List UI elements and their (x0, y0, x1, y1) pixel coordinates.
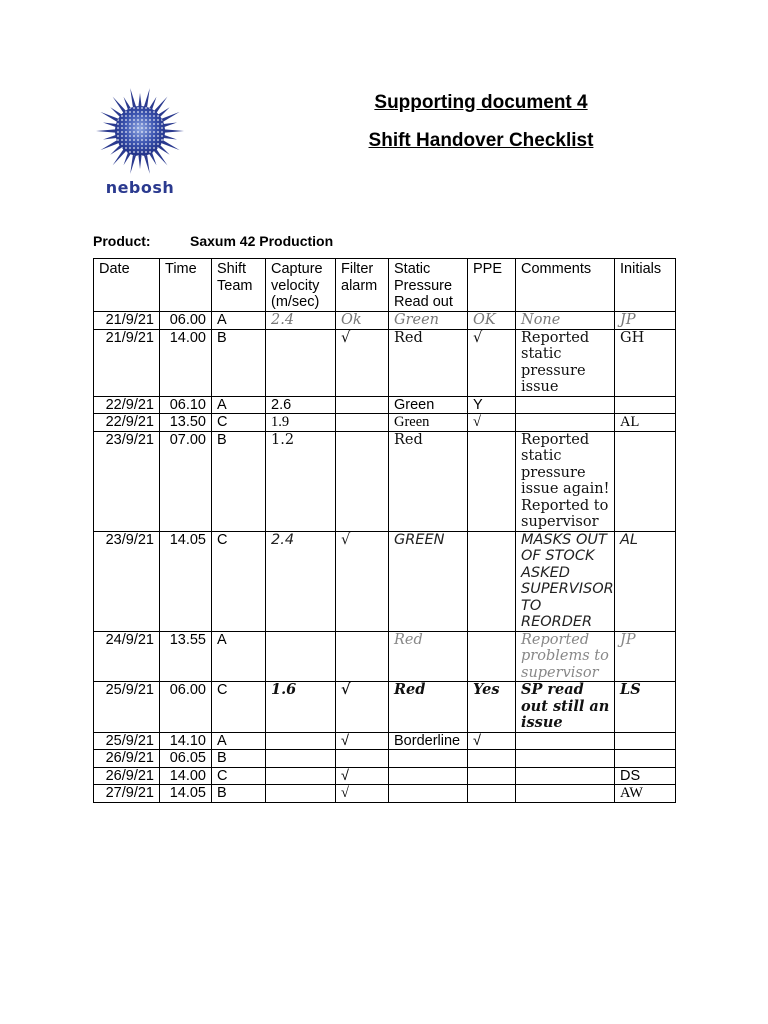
cell-initials (615, 431, 676, 531)
cell-shift-team: A (212, 732, 266, 750)
cell-time: 06.00 (160, 682, 212, 733)
cell-shift-team: B (212, 750, 266, 768)
table-row (94, 785, 676, 803)
cell-capture-velocity: 2.6 (266, 396, 336, 414)
cell-filter-alarm: √ (336, 531, 389, 631)
cell-capture-velocity: 1.2 (266, 431, 336, 531)
cell-filter-alarm (336, 631, 389, 682)
cell-date: 25/9/21 (94, 682, 160, 733)
logo-wordmark: nebosh (105, 178, 175, 197)
cell-initials: DS (615, 767, 676, 785)
cell-ppe (468, 531, 516, 631)
cell-comments: MASKS OUT OF STOCK ASKED SUPERVISOR TO REORDER (516, 531, 615, 631)
cell-time: 14.10 (160, 732, 212, 750)
cell-static-pressure: Green (389, 396, 468, 414)
cell-comments: None (516, 312, 615, 330)
header-initials: Initials (615, 259, 676, 312)
cell-shift-team: C (212, 682, 266, 733)
cell-date: 23/9/21 (94, 431, 160, 531)
cell-date: 26/9/21 (94, 750, 160, 768)
cell-shift-team: B (212, 785, 266, 803)
cell-time: 14.00 (160, 329, 212, 396)
cell-ppe (468, 785, 516, 803)
cell-comments (516, 396, 615, 414)
product-value: Saxum 42 Production (190, 233, 334, 249)
cell-filter-alarm (336, 414, 389, 432)
cell-ppe (468, 631, 516, 682)
cell-ppe (468, 431, 516, 531)
cell-capture-velocity (266, 767, 336, 785)
cell-capture-velocity (266, 785, 336, 803)
cell-ppe: √ (468, 732, 516, 750)
header-date: Date (94, 259, 160, 312)
document-title: Supporting document 4 (374, 92, 588, 113)
cell-comments (516, 767, 615, 785)
cell-filter-alarm: √ (336, 767, 389, 785)
product-label: Product: (93, 233, 151, 249)
cell-shift-team: A (212, 396, 266, 414)
cell-comments: Reported problems to supervisor (516, 631, 615, 682)
checklist-title: Shift Handover Checklist (368, 130, 594, 151)
table-row (94, 682, 676, 733)
table-row (94, 732, 676, 750)
cell-filter-alarm (336, 396, 389, 414)
logo-ray (96, 129, 118, 133)
cell-time: 13.50 (160, 414, 212, 432)
table-row (94, 631, 676, 682)
cell-static-pressure: Red (389, 631, 468, 682)
cell-ppe: √ (468, 414, 516, 432)
table-row (94, 312, 676, 330)
cell-initials: AW (615, 785, 676, 803)
cell-comments: Reported static pressure issue again! Reported to supervisor (516, 431, 615, 531)
cell-capture-velocity: 1.6 (266, 682, 336, 733)
header-time: Time (160, 259, 212, 312)
cell-filter-alarm: √ (336, 785, 389, 803)
cell-time: 06.05 (160, 750, 212, 768)
cell-comments (516, 414, 615, 432)
cell-shift-team: B (212, 329, 266, 396)
cell-static-pressure: Red (389, 431, 468, 531)
cell-initials (615, 732, 676, 750)
cell-shift-team: C (212, 414, 266, 432)
header-shift-team: Shift Team (212, 259, 266, 312)
table-row (94, 750, 676, 768)
cell-comments (516, 785, 615, 803)
cell-ppe: Yes (468, 682, 516, 733)
cell-ppe: OK (468, 312, 516, 330)
cell-filter-alarm: √ (336, 682, 389, 733)
cell-time: 06.10 (160, 396, 212, 414)
cell-date: 27/9/21 (94, 785, 160, 803)
cell-static-pressure: Green (389, 312, 468, 330)
cell-capture-velocity (266, 750, 336, 768)
cell-time: 07.00 (160, 431, 212, 531)
cell-time: 14.05 (160, 785, 212, 803)
cell-date: 22/9/21 (94, 396, 160, 414)
cell-time: 06.00 (160, 312, 212, 330)
table-row (94, 329, 676, 396)
nebosh-logo (92, 86, 188, 198)
cell-initials: AL (615, 414, 676, 432)
cell-ppe (468, 750, 516, 768)
cell-initials: GH (615, 329, 676, 396)
cell-static-pressure: GREEN (389, 531, 468, 631)
cell-shift-team: B (212, 431, 266, 531)
cell-time: 14.05 (160, 531, 212, 631)
cell-time: 13.55 (160, 631, 212, 682)
table-row (94, 414, 676, 432)
cell-static-pressure (389, 767, 468, 785)
cell-date: 26/9/21 (94, 767, 160, 785)
header-capture-velocity: Capture velocity (m/sec) (266, 259, 336, 312)
header-ppe: PPE (468, 259, 516, 312)
cell-static-pressure: Borderline (389, 732, 468, 750)
cell-ppe (468, 767, 516, 785)
cell-capture-velocity: 2.4 (266, 531, 336, 631)
table-row (94, 431, 676, 531)
table-row (94, 396, 676, 414)
cell-comments: Reported static pressure issue (516, 329, 615, 396)
cell-initials: LS (615, 682, 676, 733)
cell-static-pressure (389, 750, 468, 768)
cell-initials: JP (615, 312, 676, 330)
cell-filter-alarm: √ (336, 732, 389, 750)
cell-capture-velocity (266, 329, 336, 396)
cell-shift-team: C (212, 767, 266, 785)
cell-initials (615, 750, 676, 768)
cell-date: 21/9/21 (94, 312, 160, 330)
cell-capture-velocity (266, 631, 336, 682)
cell-capture-velocity: 1.9 (266, 414, 336, 432)
handover-checklist-table (93, 258, 676, 803)
cell-date: 21/9/21 (94, 329, 160, 396)
cell-initials: JP (615, 631, 676, 682)
cell-date: 22/9/21 (94, 414, 160, 432)
cell-date: 24/9/21 (94, 631, 160, 682)
cell-comments (516, 732, 615, 750)
cell-filter-alarm (336, 750, 389, 768)
table-row (94, 767, 676, 785)
cell-date: 23/9/21 (94, 531, 160, 631)
header-comments: Comments (516, 259, 615, 312)
cell-comments (516, 750, 615, 768)
table-header-row (94, 259, 676, 312)
cell-initials (615, 396, 676, 414)
logo-ray (162, 129, 184, 133)
cell-date: 25/9/21 (94, 732, 160, 750)
cell-static-pressure: Green (389, 414, 468, 432)
cell-capture-velocity (266, 732, 336, 750)
cell-static-pressure (389, 785, 468, 803)
cell-capture-velocity: 2.4 (266, 312, 336, 330)
table-row (94, 531, 676, 631)
cell-shift-team: C (212, 531, 266, 631)
cell-static-pressure: Red (389, 329, 468, 396)
cell-time: 14.00 (160, 767, 212, 785)
cell-shift-team: A (212, 312, 266, 330)
cell-static-pressure: Red (389, 682, 468, 733)
cell-filter-alarm: Ok (336, 312, 389, 330)
cell-initials: AL (615, 531, 676, 631)
cell-ppe: Y (468, 396, 516, 414)
header-static-pressure: Static Pressure Read out (389, 259, 468, 312)
cell-ppe: √ (468, 329, 516, 396)
nebosh-logo-emblem (92, 86, 188, 176)
header-filter-alarm: Filter alarm (336, 259, 389, 312)
cell-comments: SP read out still an issue (516, 682, 615, 733)
cell-filter-alarm: √ (336, 329, 389, 396)
cell-shift-team: A (212, 631, 266, 682)
cell-filter-alarm (336, 431, 389, 531)
